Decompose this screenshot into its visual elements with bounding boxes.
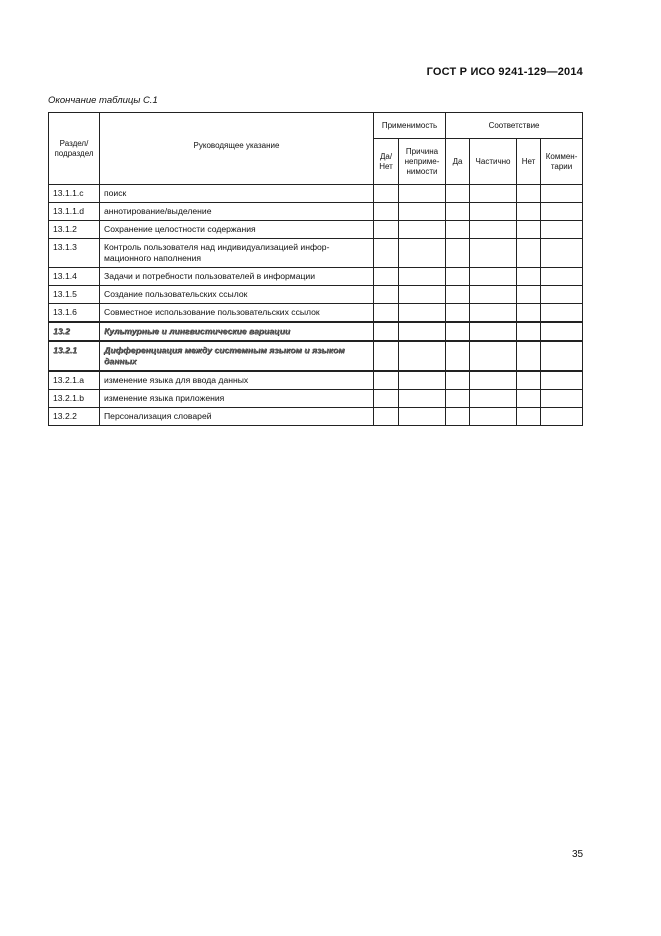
cell-partial xyxy=(470,341,517,371)
header-yes: Да xyxy=(446,139,470,185)
cell-comments xyxy=(541,371,583,390)
cell-reason xyxy=(399,371,446,390)
cell-comments xyxy=(541,268,583,286)
cell-no xyxy=(517,322,541,341)
cell-no xyxy=(517,221,541,239)
table-row-section-heading xyxy=(49,341,583,371)
row-number: 13.1.1.d xyxy=(49,203,100,221)
row-guidance: Задачи и потребности пользователей в информации xyxy=(100,268,374,286)
header-partial: Частично xyxy=(470,139,517,185)
cell-reason xyxy=(399,341,446,371)
header-reason: Причина неприме- нимости xyxy=(399,139,446,185)
cell-reason xyxy=(399,185,446,203)
cell-no xyxy=(517,286,541,304)
cell-yes-no xyxy=(374,304,399,323)
table-row xyxy=(49,203,583,221)
cell-no xyxy=(517,268,541,286)
table-row xyxy=(49,268,583,286)
row-guidance: поиск xyxy=(100,185,374,203)
cell-reason xyxy=(399,390,446,408)
cell-yes-no xyxy=(374,203,399,221)
cell-reason xyxy=(399,268,446,286)
cell-yes-no xyxy=(374,185,399,203)
cell-comments xyxy=(541,286,583,304)
cell-partial xyxy=(470,203,517,221)
cell-partial xyxy=(470,408,517,426)
row-number: 13.1.1.c xyxy=(49,185,100,203)
row-number: 13.2.2 xyxy=(49,408,100,426)
row-guidance: изменение языка приложения xyxy=(100,390,374,408)
row-guidance: аннотирование/выделение xyxy=(100,203,374,221)
row-number: 13.1.4 xyxy=(49,268,100,286)
cell-yes xyxy=(446,341,470,371)
cell-reason xyxy=(399,322,446,341)
cell-reason xyxy=(399,408,446,426)
row-number: 13.1.5 xyxy=(49,286,100,304)
cell-yes xyxy=(446,286,470,304)
header-applicability: Применимость xyxy=(374,113,446,139)
cell-partial xyxy=(470,268,517,286)
row-number: 13.2.1 xyxy=(49,341,100,371)
table-row xyxy=(49,239,583,268)
cell-no xyxy=(517,203,541,221)
cell-partial xyxy=(470,371,517,390)
table-row xyxy=(49,286,583,304)
cell-no xyxy=(517,239,541,268)
cell-yes xyxy=(446,408,470,426)
cell-yes xyxy=(446,268,470,286)
cell-yes-no xyxy=(374,268,399,286)
cell-no xyxy=(517,371,541,390)
table-row xyxy=(49,185,583,203)
cell-partial xyxy=(470,390,517,408)
cell-partial xyxy=(470,304,517,323)
cell-yes xyxy=(446,390,470,408)
cell-yes xyxy=(446,371,470,390)
cell-comments xyxy=(541,185,583,203)
row-number: 13.2 xyxy=(49,322,100,341)
cell-yes-no xyxy=(374,322,399,341)
row-number: 13.2.1.b xyxy=(49,390,100,408)
row-guidance: Создание пользовательских ссылок xyxy=(100,286,374,304)
cell-reason xyxy=(399,239,446,268)
cell-yes-no xyxy=(374,408,399,426)
cell-yes-no xyxy=(374,341,399,371)
cell-reason xyxy=(399,304,446,323)
cell-comments xyxy=(541,408,583,426)
cell-no xyxy=(517,341,541,371)
cell-yes-no xyxy=(374,239,399,268)
cell-comments xyxy=(541,239,583,268)
cell-yes xyxy=(446,322,470,341)
table-row-section-heading xyxy=(49,322,583,341)
header-section: Раздел/ подраздел xyxy=(49,113,100,185)
cell-reason xyxy=(399,286,446,304)
header-yes-no: Да/ Нет xyxy=(374,139,399,185)
header-no: Нет xyxy=(517,139,541,185)
header-guidance: Руководящее указание xyxy=(100,113,374,185)
table-caption: Окончание таблицы С.1 xyxy=(48,95,158,106)
cell-comments xyxy=(541,304,583,323)
cell-reason xyxy=(399,221,446,239)
table-row xyxy=(49,304,583,323)
cell-yes xyxy=(446,239,470,268)
document-code: ГОСТ Р ИСО 9241-129—2014 xyxy=(426,66,583,78)
page-number: 35 xyxy=(572,849,584,860)
cell-comments xyxy=(541,341,583,371)
row-number: 13.1.2 xyxy=(49,221,100,239)
cell-no xyxy=(517,390,541,408)
cell-no xyxy=(517,185,541,203)
cell-yes-no xyxy=(374,286,399,304)
row-guidance: Сохранение целостности содержания xyxy=(100,221,374,239)
header-comments: Коммен- тарии xyxy=(541,139,583,185)
cell-partial xyxy=(470,221,517,239)
table-header-row xyxy=(49,113,583,139)
table-row xyxy=(49,371,583,390)
cell-yes-no xyxy=(374,221,399,239)
row-guidance: Дифференциация между системным языком и языком данных xyxy=(100,341,374,371)
row-number: 13.1.6 xyxy=(49,304,100,323)
requirements-table xyxy=(48,112,583,426)
row-guidance: Контроль пользователя над индивидуализацией инфор- мационного наполнения xyxy=(100,239,374,268)
cell-yes xyxy=(446,203,470,221)
cell-partial xyxy=(470,185,517,203)
cell-comments xyxy=(541,390,583,408)
cell-yes xyxy=(446,185,470,203)
table-row xyxy=(49,408,583,426)
cell-comments xyxy=(541,221,583,239)
row-guidance: Культурные и лингвистические вариации xyxy=(100,322,374,341)
cell-yes xyxy=(446,304,470,323)
cell-partial xyxy=(470,322,517,341)
cell-partial xyxy=(470,239,517,268)
table-row xyxy=(49,390,583,408)
header-compliance: Соответствие xyxy=(446,113,583,139)
cell-no xyxy=(517,408,541,426)
cell-yes-no xyxy=(374,390,399,408)
cell-yes xyxy=(446,221,470,239)
cell-partial xyxy=(470,286,517,304)
table-row xyxy=(49,221,583,239)
cell-yes-no xyxy=(374,371,399,390)
row-guidance: изменение языка для ввода данных xyxy=(100,371,374,390)
row-number: 13.1.3 xyxy=(49,239,100,268)
cell-no xyxy=(517,304,541,323)
cell-comments xyxy=(541,203,583,221)
row-number: 13.2.1.a xyxy=(49,371,100,390)
row-guidance: Персонализация словарей xyxy=(100,408,374,426)
row-guidance: Совместное использование пользовательских ссылок xyxy=(100,304,374,323)
cell-comments xyxy=(541,322,583,341)
cell-reason xyxy=(399,203,446,221)
